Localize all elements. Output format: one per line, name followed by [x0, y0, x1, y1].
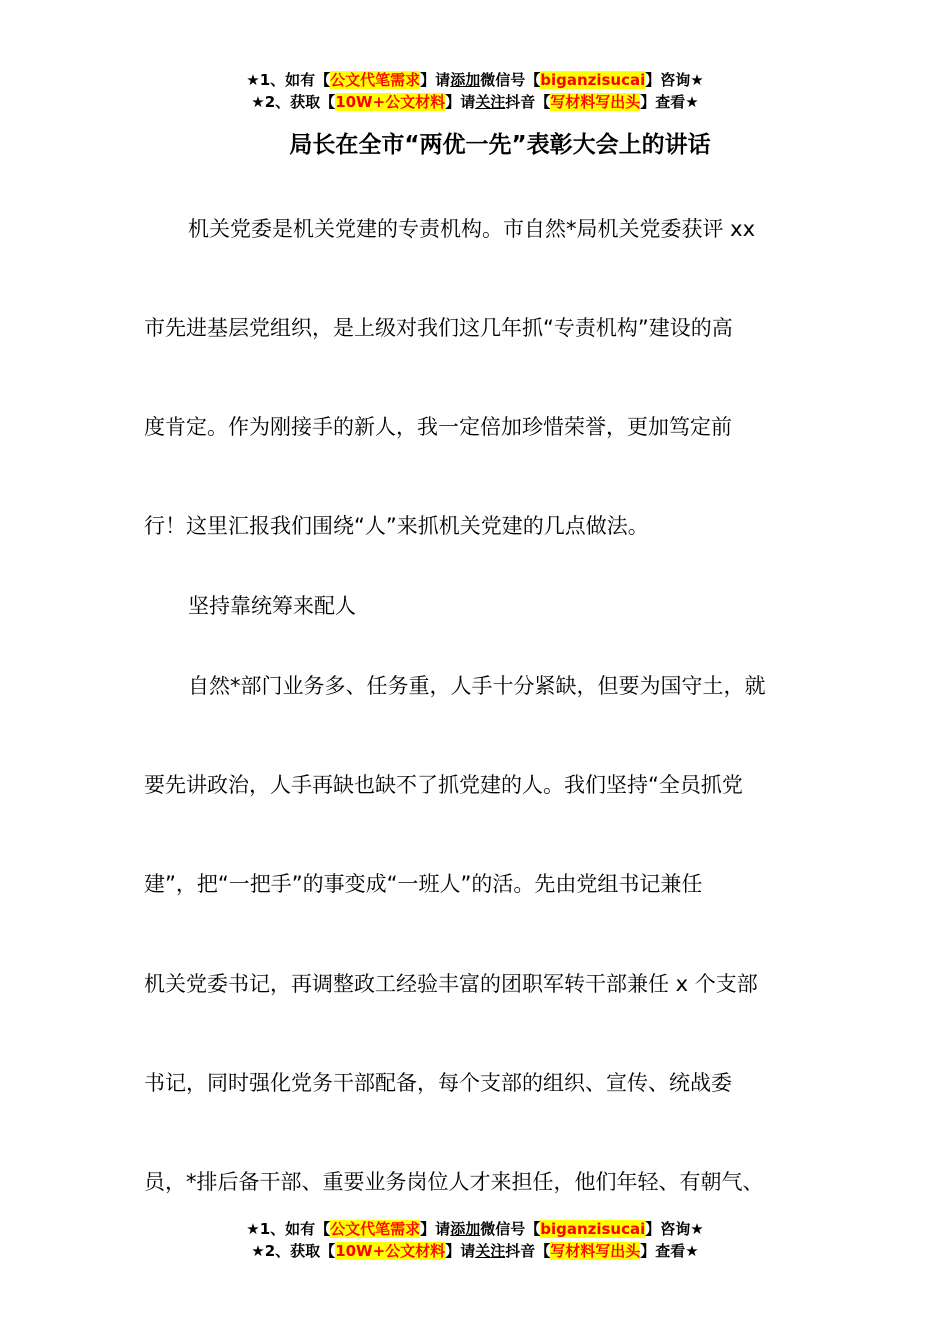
promo-highlight: 公文代笔需求 — [330, 71, 421, 89]
promo-text: 】查看★ — [640, 1242, 699, 1260]
promo-text: 】咨询★ — [645, 71, 704, 89]
promo-text: 】咨询★ — [645, 1220, 704, 1238]
promo-text: 抖音【 — [505, 93, 551, 111]
body-line: 要先讲政治，人手再缺也缺不了抓党建的人。我们坚持“全员抓党 — [144, 773, 743, 797]
promo-text: 抖音【 — [505, 1242, 551, 1260]
promo-text: 】请 — [445, 93, 476, 111]
promo-wechat-id: biganzisucai — [540, 71, 646, 89]
promo-text: 】请 — [445, 1242, 476, 1260]
promo-highlight: 10W+公文材料 — [335, 1242, 446, 1260]
promo-highlight: 公文代笔需求 — [330, 1220, 421, 1238]
body-line: 行！这里汇报我们围绕“人”来抓机关党建的几点做法。 — [144, 514, 649, 538]
body-line: 机关党委书记，再调整政工经验丰富的团职军转干部兼任 x 个支部 — [144, 972, 758, 996]
promo-text: 微信号【 — [480, 1220, 541, 1238]
top-promo-banner — [0, 69, 950, 113]
promo-douyin-id: 写材料写出头 — [550, 1242, 641, 1260]
promo-line-1 — [0, 69, 950, 91]
section-heading: 坚持靠统筹来配人 — [188, 594, 356, 618]
promo-text: ★2、获取【 — [251, 93, 336, 111]
promo-text: ★1、如有【 — [246, 1220, 331, 1238]
promo-text: ★2、获取【 — [251, 1242, 336, 1260]
promo-underlined: 关注 — [475, 93, 506, 111]
promo-line-1 — [0, 1218, 950, 1240]
body-line: 员，*排后备干部、重要业务岗位人才来担任，他们年轻、有朝气、 — [144, 1170, 764, 1194]
promo-text: 微信号【 — [480, 71, 541, 89]
promo-highlight: 10W+公文材料 — [335, 93, 446, 111]
promo-douyin-id: 写材料写出头 — [550, 93, 641, 111]
promo-text: ★1、如有【 — [246, 71, 331, 89]
promo-text: 】请 — [420, 1220, 451, 1238]
promo-text: 】查看★ — [640, 93, 699, 111]
promo-underlined: 关注 — [475, 1242, 506, 1260]
body-line: 建”，把“一把手”的事变成“一班人”的活。先由党组书记兼任 — [144, 872, 703, 896]
promo-wechat-id: biganzisucai — [540, 1220, 646, 1238]
promo-underlined: 添加 — [450, 71, 481, 89]
bottom-promo-banner — [0, 1218, 950, 1262]
document-title: 局长在全市“两优一先”表彰大会上的讲话 — [289, 132, 711, 158]
body-line: 度肯定。作为刚接手的新人，我一定倍加珍惜荣誉，更加笃定前 — [144, 415, 732, 439]
body-line: 书记，同时强化党务干部配备，每个支部的组织、宣传、统战委 — [144, 1071, 732, 1095]
body-line: 自然*部门业务多、任务重，人手十分紧缺，但要为国守土，就 — [188, 674, 766, 698]
body-line: 机关党委是机关党建的专责机构。市自然*局机关党委获评 xx — [188, 217, 756, 241]
promo-underlined: 添加 — [450, 1220, 481, 1238]
promo-line-2 — [0, 91, 950, 113]
body-line: 市先进基层党组织，是上级对我们这几年抓“专责机构”建设的高 — [144, 316, 733, 340]
promo-text: 】请 — [420, 71, 451, 89]
promo-line-2 — [0, 1240, 950, 1262]
